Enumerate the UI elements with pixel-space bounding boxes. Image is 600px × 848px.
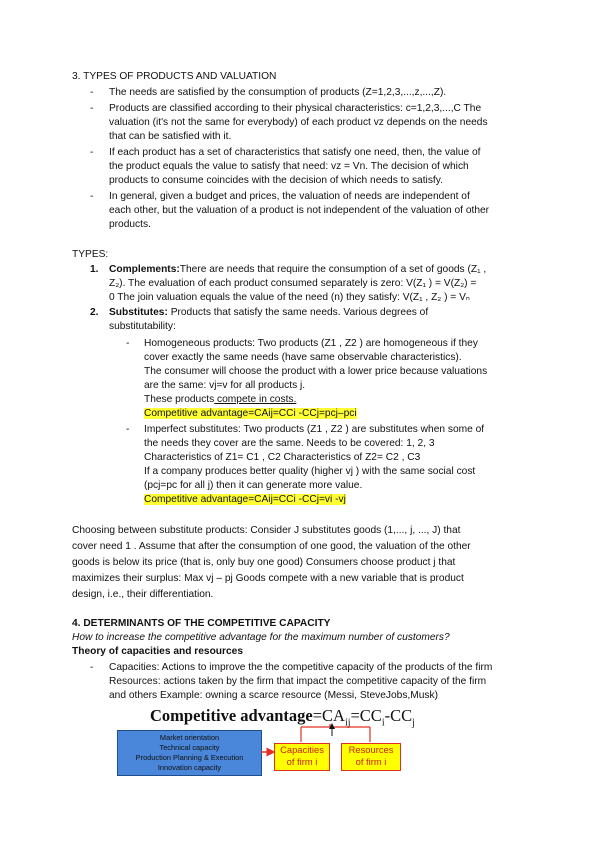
formula-ca: =CA <box>312 706 345 725</box>
choosing-line-2: cover need 1 . Assume that after the consumption of one good, the valuation of the other <box>72 541 471 552</box>
complements-line-3: 0 The join valuation equals the value of the need (n) they satisfy: V(Z₁ , Z₂ ) = Vₙ <box>109 292 470 303</box>
bullet-4-line-3: products. <box>109 219 151 230</box>
capacity-item: Innovation capacity <box>157 763 222 772</box>
bullet-dash: - <box>90 103 94 114</box>
bullet-dash: - <box>90 147 94 158</box>
homogeneous-products-text: These products <box>144 394 215 405</box>
section-4-subheading: Theory of capacities and resources <box>72 646 243 657</box>
choosing-line-4: maximizes their surplus: Max vj – pj Goods compete with a new variable that is product <box>72 573 464 584</box>
imperfect-line-4: If a company produces better quality (higher vj ) with the same social cost <box>144 466 476 477</box>
complements-number: 1. <box>90 264 99 275</box>
capacity-item: Technical capacity <box>159 743 220 752</box>
bullet-2-line-1: Products are classified according to their physical characteristics: c=1,2,3,...,C The <box>109 103 482 114</box>
capacities-line-2: Resources: actions taken by the firm that impact the competitive capacity of the firm <box>109 676 487 687</box>
imperfect-line-2: the needs they cover are the same. Needs to be covered: 1, 2, 3 <box>144 438 435 449</box>
choosing-line-3: goods is below its price (that is, only buy one good) Consumers choose product j that <box>72 557 456 568</box>
bullet-1-line-1: The needs are satisfied by the consumption of products (Z=1,2,3,...,z,...,Z). <box>109 87 447 98</box>
bullet-3-line-1: If each product has a set of characteristics that satisfy one need, then, the value of <box>109 147 481 158</box>
formula-sub-ij: ij <box>344 717 351 729</box>
bullet-dash: - <box>90 662 94 673</box>
box1-line-1: Capacities <box>280 744 324 755</box>
sub-bullet-dash: - <box>126 424 130 435</box>
choosing-line-1: Choosing between substitute products: Consider J substitutes goods (1,..., j, ..., J) that <box>72 525 461 536</box>
capacities-line-3: and others Example: owning a scarce resource (Messi, SteveJobs,Musk) <box>109 690 438 701</box>
formula-sub-i: i <box>381 717 385 729</box>
substitutes-line-2: substitutability: <box>109 321 176 332</box>
bullet-dash: - <box>90 87 94 98</box>
homogeneous-formula-highlight: Competitive advantage=CAij=CCi -CCj=pcj–pci <box>144 408 357 419</box>
imperfect-line-5: (pcj=pc for all j) then it can generate more value. <box>144 480 363 491</box>
homogeneous-line-2: cover exactly the same needs (have same observable characteristics). <box>144 352 462 363</box>
homogeneous-line-4: are the same: vj=v for all products j. <box>144 380 306 391</box>
formula-eq: =CC <box>350 706 382 725</box>
section-3-heading: 3. TYPES OF PRODUCTS AND VALUATION <box>72 71 277 82</box>
bullet-3-line-2: the product equals the value to satisfy that need: vz = Vn. The decision of which <box>109 161 469 172</box>
types-label: TYPES: <box>72 249 109 260</box>
imperfect-line-3: Characteristics of Z1= C1 , C2 Characteristics of Z2= C2 , C3 <box>144 452 421 463</box>
bullet-4-line-2: each other, but the valuation of a product is not independent of the valuation of other <box>109 205 490 216</box>
bullet-3-line-3: products to consume coincides with the decision of which needs to satisfy. <box>109 175 443 186</box>
choosing-line-5: design, i.e., their differentiation. <box>72 589 214 600</box>
bullet-2-line-3: that can be satisfied with it. <box>109 131 232 142</box>
complements-line-2: Z₂). The evaluation of each product consumed separately is zero: V(Z₁ ) = V(Z₂) = <box>109 278 477 289</box>
substitutes-number: 2. <box>90 307 99 318</box>
formula-minus: -CC <box>384 706 413 725</box>
substitutes-text: Products that satisfy the same needs. Various degrees of <box>167 307 429 318</box>
box1-line-2: of firm i <box>286 756 318 767</box>
compete-in-costs: compete in costs. <box>214 394 297 405</box>
sub-bullet-dash: - <box>126 338 130 349</box>
complements-text: There are needs that require the consumption of a set of goods (Z₁ , <box>179 264 487 275</box>
imperfect-line-1: Imperfect substitutes: Two products (Z1 , Z2 ) are substitutes when some of <box>144 424 485 435</box>
homogeneous-line-1: Homogeneous products: Two products (Z1 , Z2 ) are homogeneous if they <box>144 338 478 349</box>
box2-line-2: of firm i <box>355 756 387 767</box>
section-4-heading: 4. DETERMINANTS OF THE COMPETITIVE CAPACITY <box>72 618 331 629</box>
homogeneous-line-3: The consumer will choose the product with a lower price because valuations <box>144 366 488 377</box>
capacities-line-1: Capacities: Actions to improve the the competitive capacity of the products of the firm <box>109 662 493 673</box>
bullet-4-line-1: In general, given a budget and prices, the valuation of needs are independent of <box>109 191 470 202</box>
substitutes-title: Substitutes: <box>109 307 168 318</box>
box2-line-1: Resources <box>348 744 394 755</box>
capacity-item: Market orientation <box>159 733 220 742</box>
bullet-2-line-2: valuation (it's not the same for everybody) of each product vz depends on the needs <box>109 117 488 128</box>
complements-title: Complements: <box>109 264 180 275</box>
formula-sub-j: j <box>412 717 415 729</box>
bullet-dash: - <box>90 191 94 202</box>
capacity-item: Production Planning & Execution <box>135 753 244 762</box>
formula-bold: Competitive advantage <box>150 706 313 725</box>
section-4-question: How to increase the competitive advantage for the maximum number of customers? <box>72 632 450 643</box>
imperfect-formula-highlight: Competitive advantage=CAij=CCi -CCj=vi -vj <box>144 494 346 505</box>
